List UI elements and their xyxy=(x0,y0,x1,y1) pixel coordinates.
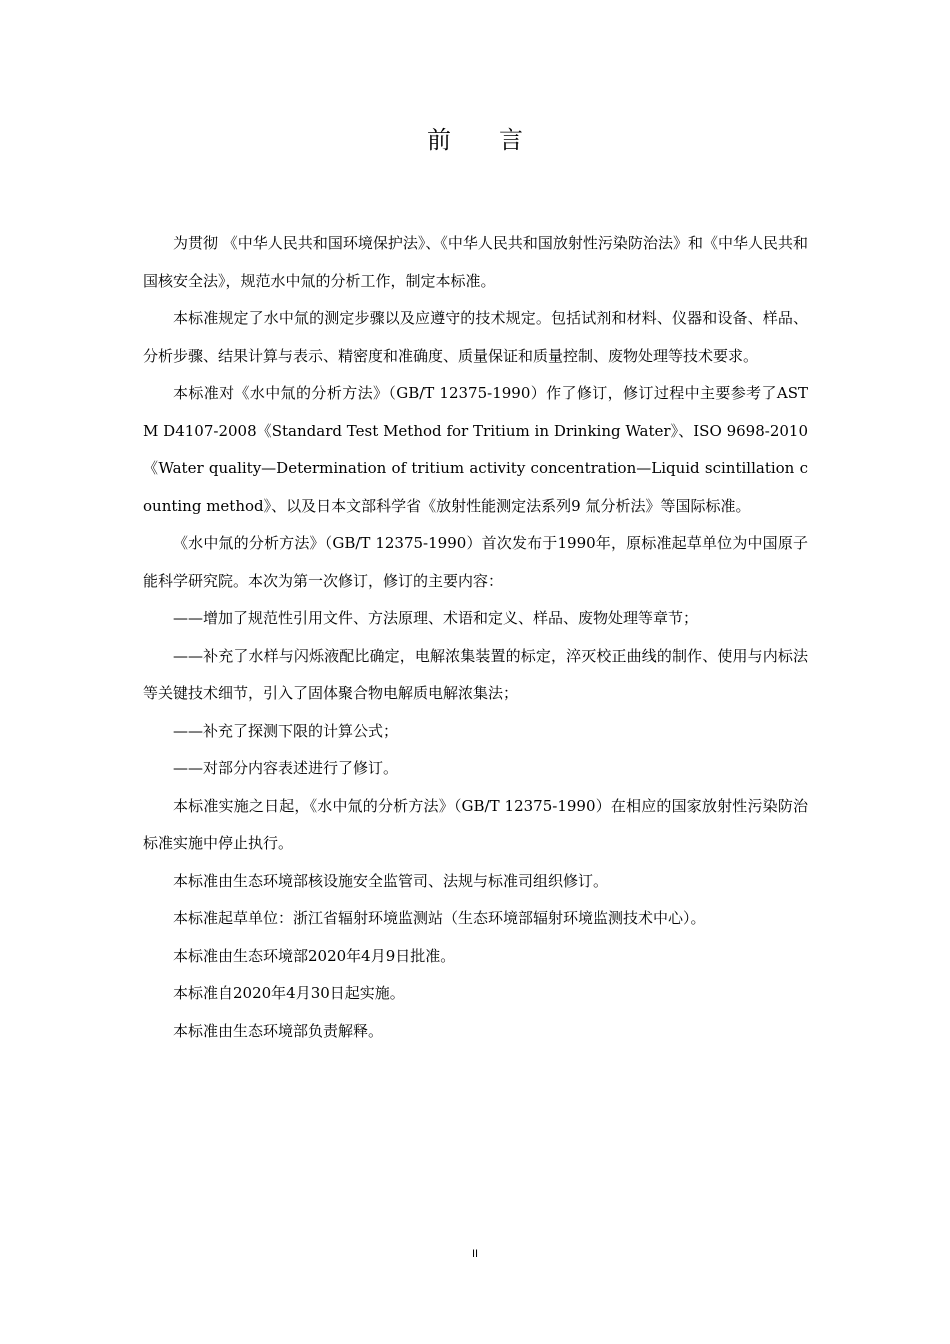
paragraph-supersede: 本标准实施之日起，《水中氚的分析方法》（GB/T 12375-1990）在相应的国家放射性污染防治标准实施中停止执行。 xyxy=(143,796,808,852)
paragraph-drafting-unit: 本标准起草单位：浙江省辐射环境监测站（生态环境部辐射环境监测技术中心）。 xyxy=(173,909,706,927)
paragraph-interpretation: 本标准由生态环境部负责解释。 xyxy=(173,1021,384,1040)
paragraph-history: 《水中氚的分析方法》（GB/T 12375-1990）首次发布于1990年，原标准起草单位为中国原子能科学研究院。本次为第一次修订，修订的主要内容： xyxy=(143,534,808,590)
paragraph-change-2: ——补充了水样与闪烁液配比确定，电解浓集装置的标定，淬灭校正曲线的制作、使用与内标法等关键技术细节，引入了固体聚合物电解质电解浓集法； xyxy=(143,646,808,702)
paragraph-change-3: ——补充了探测下限的计算公式； xyxy=(173,721,399,740)
paragraph-legal-basis: 为贯彻 《中华人民共和国环境保护法》、《中华人民共和国放射性污染防治法》和《中华人民共和国核安全法》，规范水中氚的分析工作，制定本标准。 xyxy=(143,234,808,290)
paragraph-effective-date: 本标准自2020年4月30日起实施。 xyxy=(173,984,405,1002)
paragraph-approval-date: 本标准由生态环境部2020年4月9日批准。 xyxy=(173,946,456,965)
paragraph-change-4: ——对部分内容表述进行了修订。 xyxy=(173,759,399,777)
paragraph-change-1: ——增加了规范性引用文件、方法原理、术语和定义、样品、废物处理等章节； xyxy=(173,609,699,627)
foreword-body xyxy=(143,225,808,1050)
paragraph-scope: 本标准规定了水中氚的测定步骤以及应遵守的技术规定。包括试剂和材料、仪器和设备、样品、分析步骤、结果计算与表示、精密度和准确度、质量保证和质量控制、废物处理等技术要求。 xyxy=(143,309,808,365)
paragraph-organizer: 本标准由生态环境部核设施安全监管司、法规与标准司组织修订。 xyxy=(173,871,609,890)
page-number: II xyxy=(471,1248,479,1260)
page-title: 前言 xyxy=(427,126,571,154)
paragraph-revision-references: 本标准对《水中氚的分析方法》（GB/T 12375-1990）作了修订，修订过程中主要参考了ASTM D4107-2008《Standard Test Method for Tritium in Drinking Water》、ISO 9698-2010《Water quality—Determination of tritium activity concentration—Liquid scintillation counting method》、以及日本文部科学省《放射性能测定法系列9 氚分析法》等国际标准。 xyxy=(143,384,808,515)
